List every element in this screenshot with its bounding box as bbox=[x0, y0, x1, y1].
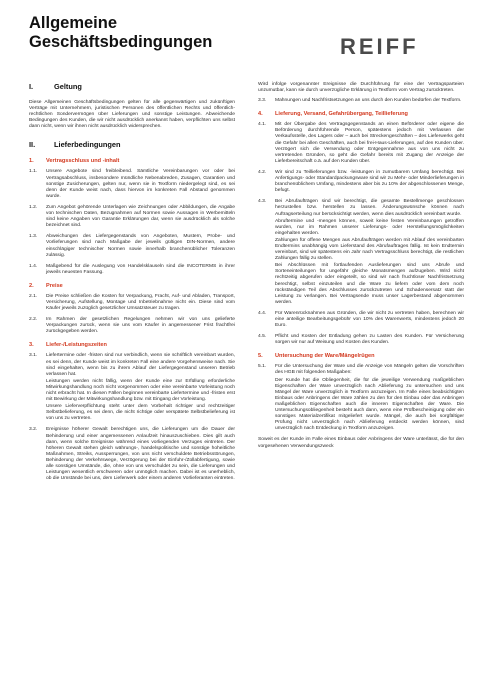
subsection-title: Lieferung, Versand, Gefahrübergang, Teillieferung bbox=[275, 111, 408, 118]
clause bbox=[258, 311, 464, 330]
clause-number: 1.2. bbox=[29, 204, 38, 210]
section-title: Geltung bbox=[54, 82, 82, 91]
clause bbox=[258, 170, 464, 195]
clause-number: 4.3. bbox=[258, 199, 267, 205]
clause-text: Wir sind zu Teillieferungen bzw. -leistungen in zumutbarem Umfang berechtigt. Bei Anfertigungs- oder Standardpackungsware sind wir zu Mehr- oder Minderlieferungen in branchenüblichem Umfang, mindestens aber bis zu 10% der abgeschlossenen Menge, befugt. bbox=[275, 169, 464, 194]
clause bbox=[258, 334, 464, 347]
title-line-1: Allgemeine bbox=[29, 14, 118, 32]
clause-text: Mahnungen und Nachfristsetzungen an uns durch den Kunden bedürfen der Textform. bbox=[275, 98, 462, 104]
section-number: II. bbox=[29, 140, 36, 150]
subsection-number: 4. bbox=[258, 111, 263, 118]
clause bbox=[258, 122, 464, 166]
clause-number: 2.2. bbox=[29, 317, 38, 323]
subsection-heading bbox=[29, 158, 235, 164]
clause-text: Zahlungen für offene Mengen aus Abrufaufträgen werden mit Ablauf des vereinbarten Endtermins unabhängig vom Lieferstand des Abrufauftrages fällig. Ist kein Endtermin vereinbart, sind wir spätestens ein Jahr nach Vertragsschluss berechtigt, die restlichen Zahlungen fällig zu stellen. bbox=[275, 237, 464, 262]
clause-number: 3.2. bbox=[29, 427, 38, 433]
section-heading bbox=[29, 140, 235, 149]
section-heading bbox=[29, 82, 235, 91]
clause-text: Pflicht und Kosten der Entladung gehen zu Lasten des Kunden. Für Versicherung sorgen wir nur auf Weisung und Kosten des Kunden. bbox=[275, 334, 464, 346]
clause-text: Der Kunde hat die Obliegenheit, die für die jeweilige Verwendung maßgeblichen Eigenschaften der Ware unverzüglich nach Ablieferung zu untersuchen und uns Mängel der Ware unverzüglich in Textform anzuzeigen. Im Falle eines beabsichtigten Einbaus oder Anbringens der Ware zählen zu den für den Einbau oder das Anbringen maßgeblichen Eigenschaften auch die inneren Eigenschaften der Ware. Die Untersuchungsobliegenheit besteht auch dann, wenn eine Prüfbescheinigung oder ein sonstiges Materialzertifikat mitgeliefert wurde. Mängel, die auch bei sorgfältiger Prüfung nicht unverzüglich nach Ablieferung entdeckt werden können, sind unverzüglich nach Entdeckung in Textform anzuzeigen. bbox=[275, 377, 464, 432]
clause bbox=[29, 264, 235, 277]
clause bbox=[258, 199, 464, 307]
left-column bbox=[29, 82, 235, 487]
subsection-number: 2. bbox=[29, 282, 34, 289]
clause-text: Abweichungen des Liefergegenstands von Angeboten, Mustern, Probe- und Vorlieferungen sind nach Maßgabe der jeweils gültigen DIN-Normen, andere einschlägiger technischer Normen sowie innerhalb branchenüblicher Toleranzen zulässig. bbox=[46, 234, 235, 258]
paragraph: Wird infolge vorgenannter Ereignisse die Durchführung für eine der Vertragsparteien unzumutbar, kann sie durch unverzügliche Erklärung in Textform vom Vertrag zurücktreten. bbox=[258, 82, 464, 94]
clause-number: 3.1. bbox=[29, 353, 38, 359]
clause-text: Im Rahmen der gesetzlichen Regelungen nehmen wir von uns gelieferte Verpackungen zurück, wenn sie uns vom Käufer in angemessener Frist frachtfrei zurückgegeben werden. bbox=[46, 317, 235, 335]
paragraph: Soweit es der Kunde im Falle eines Einbaus oder Anbringens der Ware unterlässt, die für den vorgesehenen Verwendungszweck bbox=[258, 437, 464, 449]
section-title: Lieferbedingungen bbox=[54, 140, 121, 150]
subsection-title: Untersuchung der Ware/Mängelrügen bbox=[275, 353, 375, 360]
subsection-heading bbox=[258, 111, 464, 117]
subsection-title: Vertragsschluss und -inhalt bbox=[46, 158, 120, 165]
clause-text: Unsere Lieferverpflichtung steht unter dem Vorbehalt richtiger und rechtzeitiger Selbstbelieferung, es sei denn, die nicht richtige oder verspätete Selbstbelieferung ist von uns zu vertreten. bbox=[46, 404, 235, 422]
clause-number: 5.1. bbox=[258, 364, 267, 370]
clause bbox=[258, 364, 464, 433]
reiff-logo bbox=[340, 37, 458, 55]
clause-number: 3.3. bbox=[258, 98, 267, 104]
subsection-title: Preise bbox=[46, 282, 63, 289]
title-line-2: Geschäftsbedingungen bbox=[29, 33, 213, 51]
clause-text: Ereignisse höherer Gewalt berechtigen uns, die Lieferungen um die Dauer der Behinderung und einer angemessenen Anlaufzeit hinauszuschieben. Dies gilt auch dann, wenn solche Ereignisse während eines vorliegenden Verzuges eintreten. Der höheren Gewalt stehen gleich währungs-, handelspolitische und sonstige hoheitliche Maßnahmen, Streiks, Aussperrungen, von uns nicht verschuldete Betriebsstörungen, Behinderung der Verkehrswege, Verzögerung bei der Einfuhr-/Zollabfertigung, sowie alle sonstigen Umstände, die, ohne von uns verschuldet zu sein, die Lieferungen und Leistungen wesentlich erschweren oder unmöglich machen. Dabei ist es unerheblich, ob die Umstände bei uns, dem Lieferwerk oder einem anderen Vorlieferanten eintreten. bbox=[46, 427, 235, 482]
clause-text: Bei Abrufaufträgen sind wir berechtigt, die gesamte Bestellmenge geschlossen herzustellen bzw. herstellen zu lassen. Änderungswünsche können nach Auftragserteilung nur berücksichtigt werden, wenn dies ausdrücklich vereinbart wurde. bbox=[275, 199, 464, 217]
right-column bbox=[258, 82, 464, 454]
clause-text: Zum Angebot gehörende Unterlagen wie Zeichnungen oder Abbildungen, die Angabe von technischen Daten, Bezugnahmen auf Normen sowie Aussagen in Werbemitteln sind keine Angaben von Garantie Erklärungen dar, wenn sie ausdrücklich als solche bezeichnet sind. bbox=[46, 204, 235, 229]
clause-text: Bei Abschlüssen mit fortlaufenden Auslieferungen sind uns Abrufe und Sorteneinteilungen für ungefähr gleiche Monatsmengen aufzugeben. Wird nicht rechtzeitig abgerufen oder eingeteilt, so sind wir nach fruchtloser Nachfristsetzung berechtigt, selbst einzuteilen und die Ware zu liefern oder vom dem noch rückständigen Teil des Abschlusses zurückzutreten und Schadensersatz statt der Leistung zu verlangen. Bei Vertragsende muss unser Lagerbestand abgenommen werden. bbox=[275, 263, 464, 305]
subsection-heading bbox=[29, 342, 235, 348]
subsection-heading bbox=[258, 353, 464, 359]
clause-number: 2.1. bbox=[29, 293, 38, 299]
clause-text: Für Warenrücknahmen aus Gründen, die wir nicht zu vertreten haben, berechnen wir eine anteilige Bearbeitungsgebühr von 10% des Warenwerts, mindestens jedoch 20 Euro. bbox=[275, 310, 464, 329]
clause-number: 4.5. bbox=[258, 334, 267, 340]
clause bbox=[258, 98, 464, 105]
section-number: I. bbox=[29, 82, 34, 91]
clause bbox=[29, 205, 235, 230]
clause-text: Unsere Angebote sind freibleibend. Sämtliche Vereinbarungen vor oder bei Vertragsabschluss, insbesondere mündliche Nebenabreden, Zusagen, Garantien und sonstige Zusicherungen, gelten nur, wenn sie in Textform niedergelegt sind, es sei denn der Kunde weist nach, dass hiervon im konkreten Fall Abstand genommen wurde. bbox=[46, 169, 235, 199]
clause-number: 1.4. bbox=[29, 263, 38, 269]
clause bbox=[29, 294, 235, 313]
clause-number: 1.1. bbox=[29, 169, 38, 175]
clause-text: Die Preise schließen die Kosten für Verpackung, Fracht, Auf- und Abladen, Transport, Versicherung, Aufstellung, Montage und Inbetriebnahme nicht ein. Diese sind vom Käufer jeweils zuzüglich gesetzlicher Umsatzsteuer zu tragen. bbox=[46, 293, 235, 312]
clause-text: Leistungen werden nicht fällig, wenn der Kunde eine zur Erfüllung erforderliche Mitwirkungshandlung noch nicht vorgenommen oder eine vereinbarte Vorleistung noch nicht erbracht hat. In diesen Fällen beginnen vereinbarte Liefertermine und -fristen erst mit Bewirkung der Mitwirkungshandlung bzw. mit Eingang der Vorleistung. bbox=[46, 378, 235, 403]
clause bbox=[29, 169, 235, 200]
clause-text: Mit der Übergabe des Vertragsgegenstands an einen Beförderer oder eigene die Beförderung durchführende Person, spätestens jedoch mit Verlassen der Verkaufsstelle, des Lagers oder – auch bei Streckengeschäften – des Lieferwerks geht die Gefahr bei allen Geschäften, auch bei frei-Haus-Lieferungen, auf den Kunden über. Verzögert sich die Versendung oder Entgegennahme aus von uns nicht zu vertretenden Gründen, so geht die Gefahr bereits mit Zugang der Anzeige der Lieferbereitschaft o.ä. auf den Kunden über. bbox=[275, 122, 464, 164]
subsection-number: 1. bbox=[29, 158, 34, 165]
reiff-logo-text: REIFF bbox=[340, 37, 419, 55]
subsection-heading bbox=[29, 283, 235, 289]
subsection-title: Liefer-/Leistungszeiten bbox=[46, 342, 107, 349]
clause-number: 4.4. bbox=[258, 310, 267, 316]
clause bbox=[29, 234, 235, 259]
clause-text: Abruftermine und -mengen können, soweit keine festen Vereinbarungen getroffen wurden, nur im Rahmen unserer Lieferungs- oder Herstellungsmöglichkeiten eingehalten werden. bbox=[275, 218, 464, 236]
clause-text: Maßgebend für die Auslegung von Handelsklauseln sind die INCOTERMS in ihrer jeweils neuesten Fassung. bbox=[46, 263, 235, 275]
paragraph: Diese Allgemeinen Geschäftsbedingungen gelten für alle gegenwärtigen und zukünftigen Verträge mit Unternehmern, juristischen Personen des öffentlichen Rechts und öffentlich-rechtlichen Sondervermögen über Lieferungen und sonstige Leistungen. Abweichende Bedingungen des Kunden, die wir nicht ausdrücklich anerkannt haben, verpflichten uns selbst dann nicht, wenn wir ihnen nicht ausdrücklich widersprechen. bbox=[29, 100, 235, 130]
clause bbox=[29, 353, 235, 423]
clause bbox=[29, 317, 235, 336]
subsection-number: 5. bbox=[258, 353, 263, 360]
clause-number: 4.1. bbox=[258, 122, 267, 128]
document-title bbox=[29, 14, 212, 52]
clause bbox=[29, 427, 235, 483]
subsection-number: 3. bbox=[29, 342, 34, 349]
clause-number: 4.2. bbox=[258, 169, 267, 175]
clause-number: 1.3. bbox=[29, 234, 38, 240]
clause-text: Liefertermine oder -fristen sind nur verbindlich, wenn sie schriftlich vereinbart wurden, es sei denn, der Kunde weist im konkreten Fall eine andere Vorgehensweise nach. Sie sind eingehalten, wenn bis zu ihrem Ablauf der Liefergegenstand unseren Betrieb verlassen hat. bbox=[46, 353, 235, 377]
clause-text: Für die Untersuchung der Ware und die Anzeige von Mängeln gelten die Vorschriften des HGB mit folgenden Maßgaben: bbox=[275, 364, 464, 376]
